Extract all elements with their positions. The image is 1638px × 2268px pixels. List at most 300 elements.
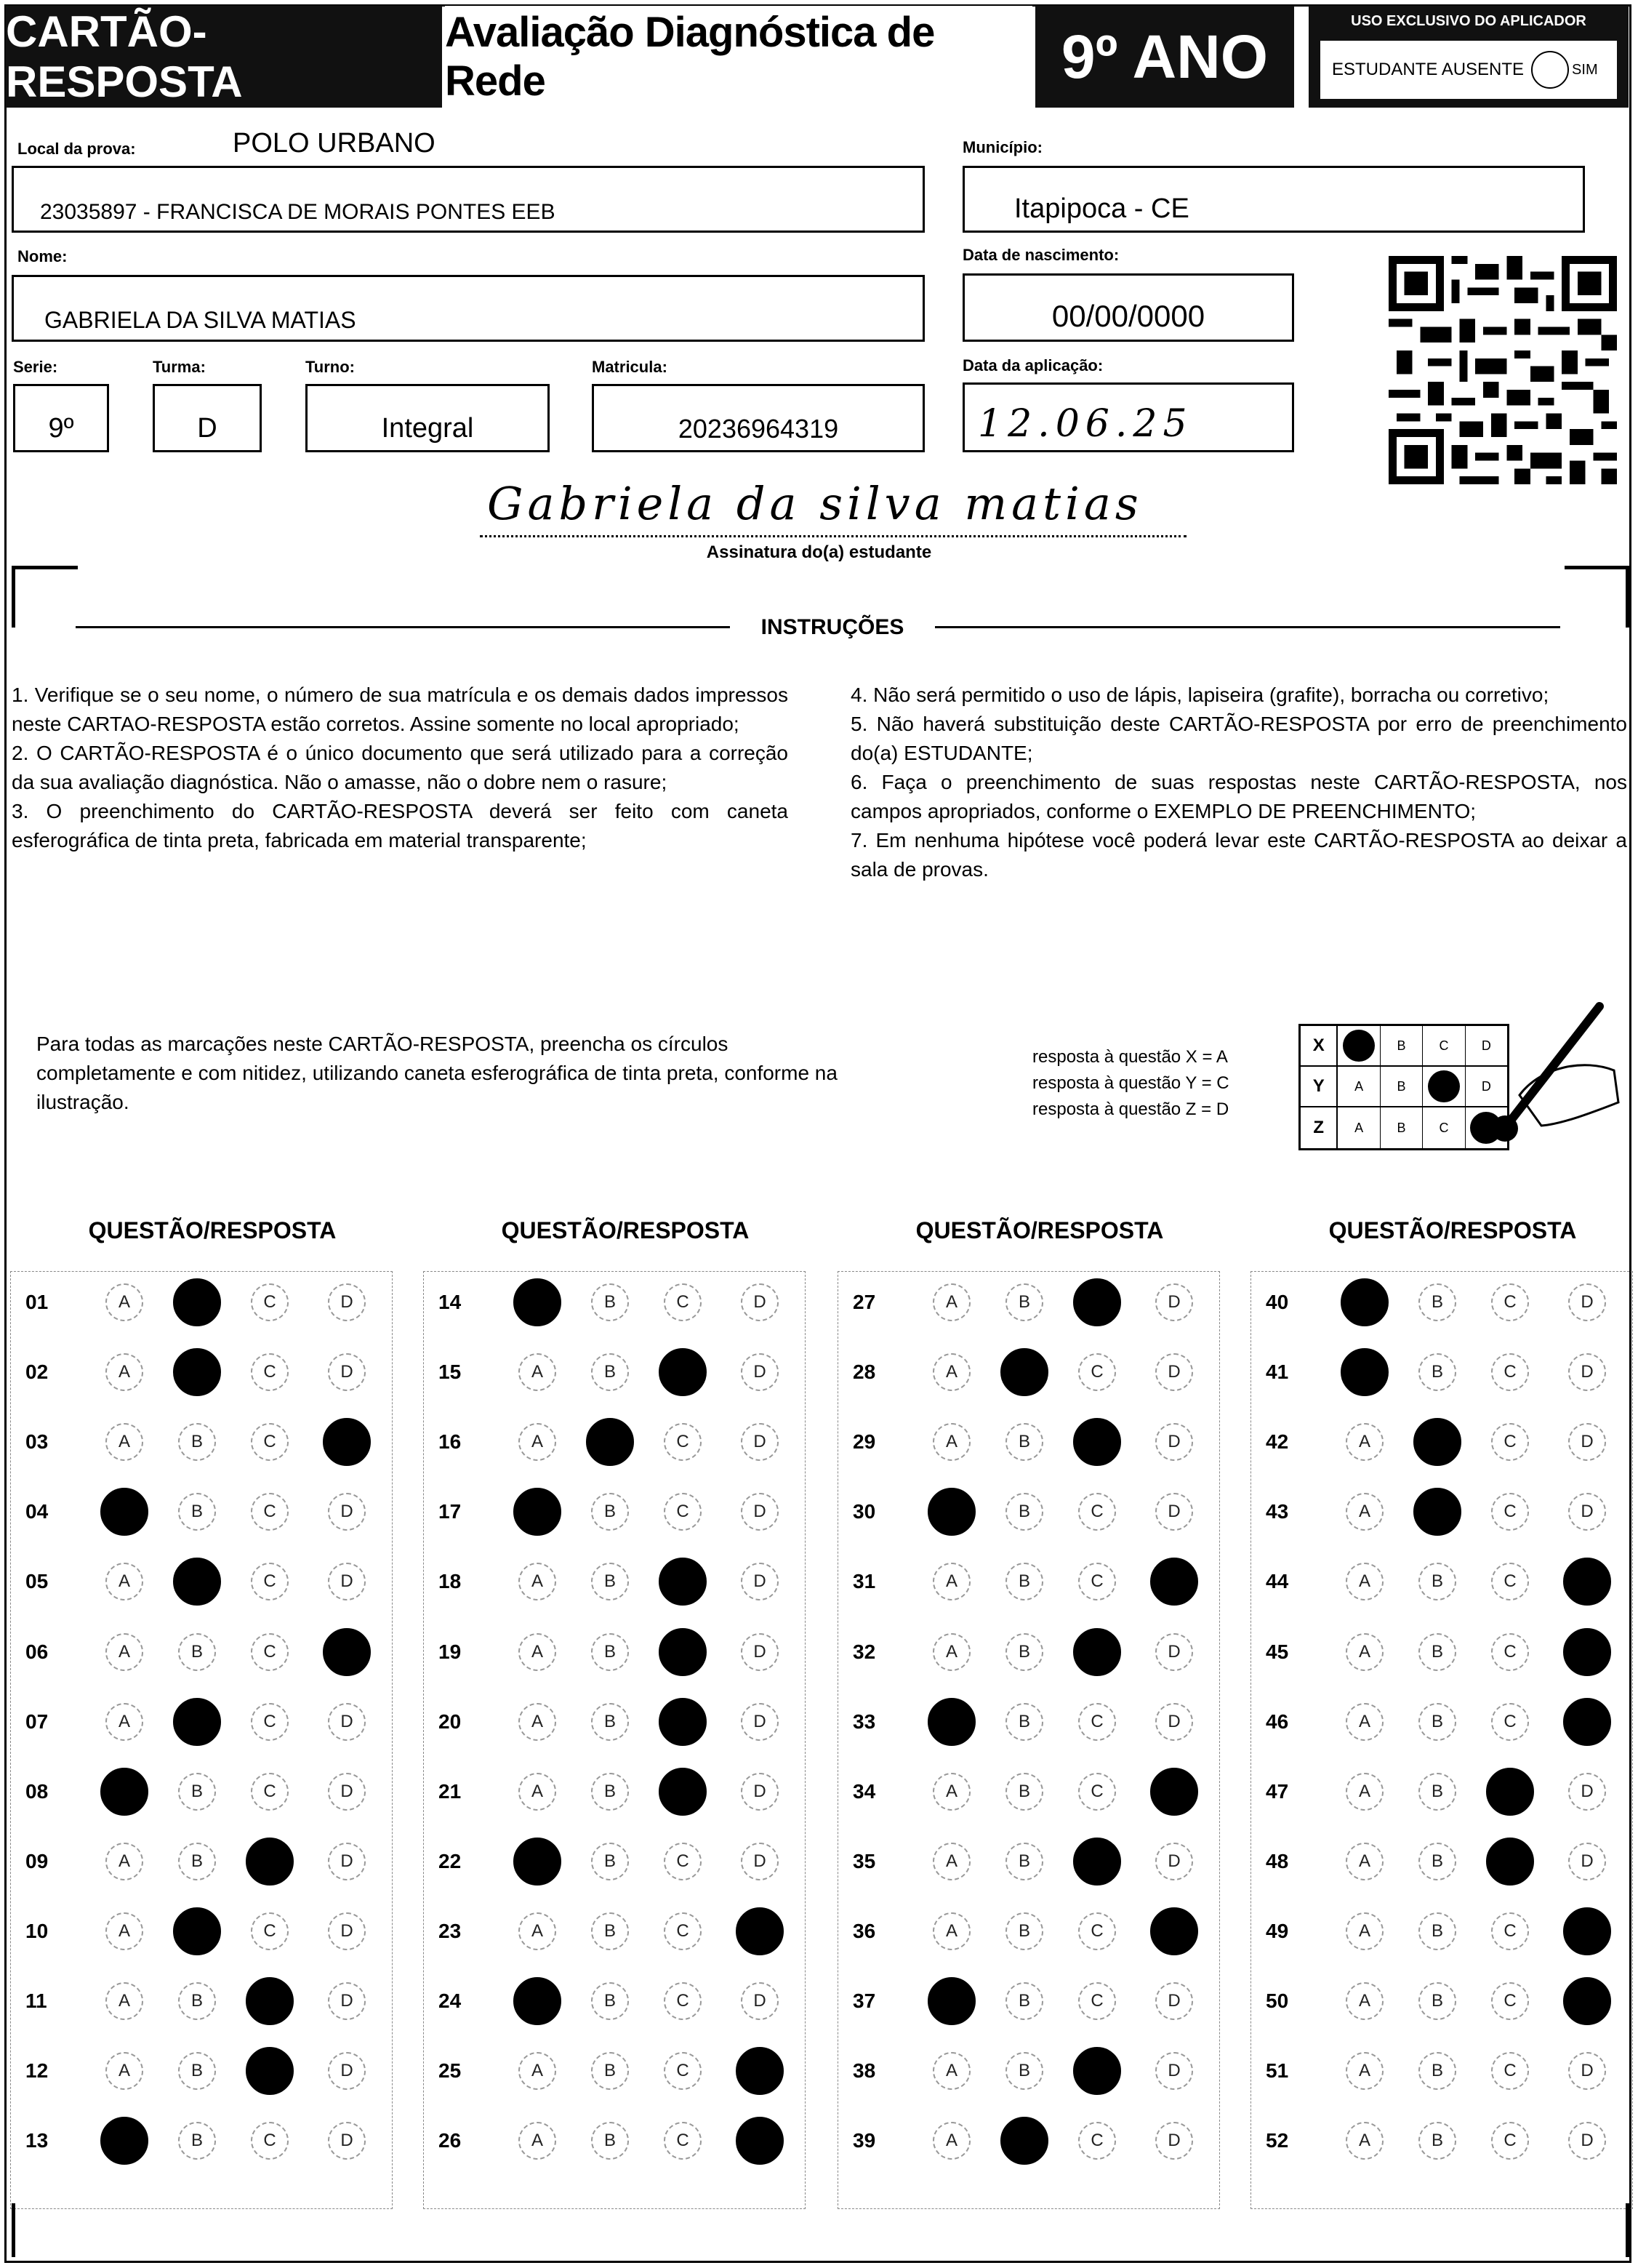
legend-y: resposta à questão Y = C xyxy=(1032,1073,1229,1093)
answer-bubble-a[interactable]: A xyxy=(518,1563,556,1600)
answer-bubble-d[interactable] xyxy=(736,2047,784,2095)
answer-bubble-a[interactable]: A xyxy=(518,2122,556,2160)
question-number: 46 xyxy=(1266,1710,1289,1733)
answer-bubble-a[interactable]: A xyxy=(933,1843,971,1880)
answer-bubble-d[interactable] xyxy=(1563,1698,1611,1746)
answer-bubble-a[interactable]: A xyxy=(1346,1843,1384,1880)
answer-bubble-a[interactable]: A xyxy=(518,1773,556,1811)
question-number: 50 xyxy=(1266,1989,1289,2012)
answer-bubble-b[interactable]: B xyxy=(1005,1843,1043,1880)
answer-bubble-a[interactable] xyxy=(513,1488,561,1536)
question-row xyxy=(424,1630,805,1674)
answer-bubble-b[interactable]: B xyxy=(1418,2122,1456,2160)
answer-bubble-b[interactable]: B xyxy=(1418,1843,1456,1880)
answer-bubble-d[interactable]: D xyxy=(1568,2052,1606,2090)
answer-bubble-d[interactable] xyxy=(323,1628,371,1676)
answer-bubble-a[interactable]: A xyxy=(1346,1773,1384,1811)
answer-bubble-d[interactable]: D xyxy=(741,1563,779,1600)
answer-bubble-d[interactable]: D xyxy=(1568,1843,1606,1880)
answer-bubble-a[interactable]: A xyxy=(105,1563,143,1600)
legend-z: resposta à questão Z = D xyxy=(1032,1099,1229,1119)
answer-bubble-d[interactable]: D xyxy=(741,1843,779,1880)
question-number: 27 xyxy=(853,1291,876,1313)
question-number: 26 xyxy=(438,2129,462,2152)
question-number: 20 xyxy=(438,1710,462,1733)
answer-bubble-a[interactable]: A xyxy=(1346,1423,1384,1461)
answer-bubble-b[interactable] xyxy=(1000,2117,1048,2165)
answer-bubble-c[interactable]: C xyxy=(1078,1703,1116,1741)
answer-bubble-c[interactable] xyxy=(659,1628,707,1676)
answer-bubble-b[interactable]: B xyxy=(591,1982,629,2020)
question-row xyxy=(1251,1910,1632,1953)
corner-bottom-right xyxy=(1565,2203,1629,2257)
answer-bubble-d[interactable]: D xyxy=(1155,1283,1193,1321)
example-option-letter: B xyxy=(1397,1078,1406,1094)
answer-bubble-a[interactable]: A xyxy=(1346,1912,1384,1950)
question-number: 52 xyxy=(1266,2129,1289,2152)
answers-column-title: QUESTÃO/RESPOSTA xyxy=(1328,1217,1577,1243)
answer-bubble-c[interactable] xyxy=(1073,1838,1121,1886)
example-cell xyxy=(1423,1067,1465,1106)
answer-bubble-d[interactable]: D xyxy=(741,1493,779,1531)
answer-bubble-b[interactable] xyxy=(586,1418,634,1466)
answer-bubble-a[interactable] xyxy=(100,1488,148,1536)
answer-bubble-b[interactable] xyxy=(1000,1348,1048,1396)
answer-bubble-c[interactable]: C xyxy=(1078,2122,1116,2160)
answer-bubble-b[interactable] xyxy=(173,1907,221,1955)
question-row xyxy=(1251,1979,1632,2023)
answer-bubble-c[interactable] xyxy=(659,1558,707,1606)
answer-bubble-b[interactable]: B xyxy=(1005,1773,1043,1811)
absent-label: ESTUDANTE AUSENTE xyxy=(1332,60,1525,79)
answer-bubble-d[interactable]: D xyxy=(741,1703,779,1741)
question-row xyxy=(1251,1770,1632,1814)
answer-bubble-d[interactable]: D xyxy=(1155,1633,1193,1671)
answer-bubble-d[interactable] xyxy=(1150,1768,1198,1816)
question-number: 10 xyxy=(25,1919,49,1942)
answer-bubble-d[interactable]: D xyxy=(1568,2122,1606,2160)
answer-bubble-a[interactable]: A xyxy=(1346,1563,1384,1600)
answer-bubble-c[interactable]: C xyxy=(664,1423,702,1461)
answer-bubble-b[interactable]: B xyxy=(1005,1493,1043,1531)
question-number: 37 xyxy=(853,1989,876,2012)
instructions-rule-right xyxy=(935,626,1560,628)
answer-bubble-c[interactable]: C xyxy=(251,1563,289,1600)
qr-code xyxy=(1389,256,1617,484)
question-number: 38 xyxy=(853,2059,876,2083)
answer-bubble-c[interactable] xyxy=(1073,1628,1121,1676)
answers-column xyxy=(10,1271,393,2209)
answer-bubble-b[interactable] xyxy=(173,1278,221,1326)
answer-bubble-a[interactable]: A xyxy=(105,1912,143,1950)
answer-bubble-c[interactable] xyxy=(246,1838,294,1886)
answer-bubble-a[interactable]: A xyxy=(1346,1703,1384,1741)
answer-bubble-d[interactable]: D xyxy=(1568,1423,1606,1461)
answer-bubble-d[interactable]: D xyxy=(1155,1982,1193,2020)
answer-bubble-c[interactable] xyxy=(1073,2047,1121,2095)
example-option-letter: D xyxy=(1481,1078,1491,1094)
answer-bubble-c[interactable]: C xyxy=(1491,1353,1529,1391)
answer-bubble-b[interactable]: B xyxy=(1418,2052,1456,2090)
answer-bubble-d[interactable]: D xyxy=(328,1563,366,1600)
answer-bubble-b[interactable]: B xyxy=(1418,1283,1456,1321)
answer-bubble-d[interactable]: D xyxy=(741,1633,779,1671)
answer-bubble-c[interactable]: C xyxy=(1491,2052,1529,2090)
answer-bubble-a[interactable]: A xyxy=(933,2122,971,2160)
answer-bubble-c[interactable]: C xyxy=(251,1283,289,1321)
question-row xyxy=(838,1490,1219,1534)
answer-bubble-b[interactable]: B xyxy=(1005,1423,1043,1461)
instruction-2: 2. O CARTÃO-RESPOSTA é o único documento que será utilizado para a correção da sua avaliação diagnóstica. Não o amasse, não o dobre nem o rasure; xyxy=(12,742,788,793)
answer-bubble-d[interactable] xyxy=(1563,1628,1611,1676)
answer-bubble-b[interactable]: B xyxy=(1418,1633,1456,1671)
answer-bubble-b[interactable]: B xyxy=(1005,1982,1043,2020)
answer-bubble-d[interactable] xyxy=(323,1418,371,1466)
answer-bubble-a[interactable]: A xyxy=(518,1703,556,1741)
answer-bubble-a[interactable]: A xyxy=(518,1633,556,1671)
answer-bubble-c[interactable]: C xyxy=(251,1773,289,1811)
question-row xyxy=(1251,1630,1632,1674)
answer-bubble-d[interactable]: D xyxy=(1155,1843,1193,1880)
question-row xyxy=(838,1560,1219,1603)
answer-bubble-c[interactable]: C xyxy=(1491,1982,1529,2020)
answer-bubble-c[interactable]: C xyxy=(664,1982,702,2020)
answer-bubble-d[interactable]: D xyxy=(741,1982,779,2020)
answer-bubble-b[interactable]: B xyxy=(1005,1633,1043,1671)
answer-bubble-b[interactable]: B xyxy=(591,1843,629,1880)
answer-bubble-b[interactable]: B xyxy=(178,2052,216,2090)
answer-bubble-b[interactable] xyxy=(1413,1488,1461,1536)
answer-bubble-b[interactable]: B xyxy=(1418,1563,1456,1600)
answer-bubble-a[interactable]: A xyxy=(518,1912,556,1950)
answer-bubble-a[interactable] xyxy=(100,2117,148,2165)
answer-bubble-d[interactable]: D xyxy=(1155,1353,1193,1391)
answer-bubble-b[interactable]: B xyxy=(178,1423,216,1461)
answer-bubble-d[interactable]: D xyxy=(1568,1353,1606,1391)
answer-bubble-c[interactable] xyxy=(246,2047,294,2095)
answer-bubble-b[interactable]: B xyxy=(178,1633,216,1671)
answer-bubble-a[interactable]: A xyxy=(933,1283,971,1321)
question-row xyxy=(838,1840,1219,1883)
question-row xyxy=(424,1910,805,1953)
answer-bubble-d[interactable]: D xyxy=(1568,1773,1606,1811)
example-cell xyxy=(1381,1107,1423,1148)
answer-bubble-b[interactable]: B xyxy=(178,1493,216,1531)
answer-bubble-c[interactable]: C xyxy=(1491,2122,1529,2160)
answer-bubble-d[interactable]: D xyxy=(741,1353,779,1391)
question-number: 29 xyxy=(853,1430,876,1454)
answer-bubble-a[interactable] xyxy=(513,1977,561,2025)
answer-bubble-c[interactable]: C xyxy=(1078,1982,1116,2020)
example-legend xyxy=(1032,1044,1229,1123)
question-row xyxy=(838,1420,1219,1464)
answer-bubble-c[interactable]: C xyxy=(251,1353,289,1391)
school-value: 23035897 - FRANCISCA DE MORAIS PONTES EEB xyxy=(40,200,555,224)
local-label: Local da prova: xyxy=(17,140,136,158)
question-row xyxy=(424,1281,805,1324)
answer-bubble-b[interactable]: B xyxy=(591,2122,629,2160)
answer-bubble-b[interactable]: B xyxy=(1418,1773,1456,1811)
answer-bubble-d[interactable]: D xyxy=(1568,1283,1606,1321)
question-row xyxy=(838,1910,1219,1953)
answer-bubble-a[interactable]: A xyxy=(1346,1493,1384,1531)
answer-bubble-c[interactable]: C xyxy=(1491,1283,1529,1321)
instruction-3: 3. O preenchimento do CARTÃO-RESPOSTA deverá ser feito com caneta esferográfica de tinta preta, fabricada em material transparente; xyxy=(12,800,788,851)
question-row xyxy=(11,1840,392,1883)
absent-area xyxy=(1320,41,1617,99)
answer-bubble-d[interactable]: D xyxy=(1155,1703,1193,1741)
answer-bubble-b[interactable] xyxy=(173,1348,221,1396)
answer-bubble-b[interactable] xyxy=(173,1698,221,1746)
answer-bubble-a[interactable] xyxy=(928,1698,976,1746)
answer-bubble-d[interactable]: D xyxy=(1155,2052,1193,2090)
answer-bubble-b[interactable]: B xyxy=(1005,1703,1043,1741)
answer-bubble-d[interactable]: D xyxy=(328,1773,366,1811)
answer-bubble-b[interactable]: B xyxy=(178,1773,216,1811)
answer-bubble-c[interactable]: C xyxy=(664,2122,702,2160)
answer-bubble-a[interactable]: A xyxy=(933,1423,971,1461)
answer-bubble-b[interactable]: B xyxy=(1005,2052,1043,2090)
answer-bubble-b[interactable]: B xyxy=(1005,1912,1043,1950)
answer-bubble-d[interactable]: D xyxy=(328,1353,366,1391)
question-row xyxy=(838,1700,1219,1744)
answer-bubble-a[interactable]: A xyxy=(105,1982,143,2020)
question-number: 18 xyxy=(438,1570,462,1593)
answer-bubble-a[interactable] xyxy=(1341,1278,1389,1326)
answer-bubble-d[interactable]: D xyxy=(1155,2122,1193,2160)
answer-bubble-a[interactable]: A xyxy=(933,1773,971,1811)
question-number: 32 xyxy=(853,1640,876,1663)
grade-label: 9º ANO xyxy=(1035,6,1294,108)
question-row xyxy=(838,1770,1219,1814)
answer-bubble-b[interactable]: B xyxy=(591,1773,629,1811)
matricula-label: Matricula: xyxy=(592,358,667,376)
answer-bubble-a[interactable]: A xyxy=(933,1563,971,1600)
answer-bubble-d[interactable] xyxy=(1150,1558,1198,1606)
question-number: 41 xyxy=(1266,1361,1289,1384)
answer-bubble-c[interactable]: C xyxy=(251,1633,289,1671)
card-title: CARTÃO-RESPOSTA xyxy=(6,6,442,108)
question-row xyxy=(11,1420,392,1464)
question-row xyxy=(424,2049,805,2093)
answer-bubble-d[interactable]: D xyxy=(1155,1493,1193,1531)
answers-column xyxy=(1250,1271,1633,2209)
question-number: 14 xyxy=(438,1291,462,1313)
answer-bubble-a[interactable] xyxy=(928,1977,976,2025)
answer-bubble-c[interactable] xyxy=(1073,1278,1121,1326)
answer-bubble-c[interactable]: C xyxy=(1078,1353,1116,1391)
answer-bubble-b[interactable]: B xyxy=(591,1912,629,1950)
signature: Gabriela da silva matias xyxy=(487,477,1143,530)
example-option-letter: B xyxy=(1397,1120,1406,1135)
answer-bubble-b[interactable]: B xyxy=(1418,1912,1456,1950)
answer-bubble-c[interactable]: C xyxy=(1491,1633,1529,1671)
answer-bubble-d[interactable]: D xyxy=(328,1703,366,1741)
question-row xyxy=(424,1979,805,2023)
answer-bubble-d[interactable]: D xyxy=(1568,1493,1606,1531)
answer-bubble-a[interactable]: A xyxy=(933,1633,971,1671)
answer-bubble-c[interactable]: C xyxy=(1491,1493,1529,1531)
answer-bubble-c[interactable]: C xyxy=(1491,1703,1529,1741)
aplicacao-field xyxy=(963,382,1294,452)
answer-bubble-c[interactable]: C xyxy=(1491,1912,1529,1950)
answer-bubble-d[interactable]: D xyxy=(1155,1423,1193,1461)
answer-bubble-c[interactable]: C xyxy=(1078,1912,1116,1950)
answer-bubble-a[interactable] xyxy=(928,1488,976,1536)
answer-bubble-c[interactable]: C xyxy=(664,1493,702,1531)
answer-bubble-d[interactable]: D xyxy=(328,1982,366,2020)
legend-x: resposta à questão X = A xyxy=(1032,1047,1228,1067)
municipio-label: Município: xyxy=(963,138,1043,156)
answer-bubble-c[interactable] xyxy=(246,1977,294,2025)
question-row xyxy=(11,2119,392,2163)
example-cell xyxy=(1423,1107,1465,1148)
answer-bubble-b[interactable]: B xyxy=(178,1843,216,1880)
answer-bubble-b[interactable]: B xyxy=(1418,1982,1456,2020)
answer-bubble-a[interactable]: A xyxy=(105,1703,143,1741)
question-number: 01 xyxy=(25,1291,49,1313)
answer-bubble-b[interactable]: B xyxy=(591,2052,629,2090)
question-number: 22 xyxy=(438,1849,462,1872)
answer-bubble-b[interactable]: B xyxy=(591,1633,629,1671)
answer-bubble-c[interactable]: C xyxy=(1491,1423,1529,1461)
answer-bubble-b[interactable]: B xyxy=(591,1563,629,1600)
question-number: 16 xyxy=(438,1430,462,1454)
answer-bubble-a[interactable]: A xyxy=(518,1353,556,1391)
question-number: 12 xyxy=(25,2059,49,2083)
answer-bubble-c[interactable]: C xyxy=(251,2122,289,2160)
answer-bubble-b[interactable]: B xyxy=(1418,1703,1456,1741)
answer-bubble-a[interactable]: A xyxy=(933,2052,971,2090)
answer-bubble-b[interactable]: B xyxy=(591,1283,629,1321)
question-number: 21 xyxy=(438,1779,462,1803)
answer-bubble-d[interactable] xyxy=(1563,1907,1611,1955)
answer-bubble-b[interactable]: B xyxy=(178,1982,216,2020)
question-row xyxy=(11,1630,392,1674)
answer-bubble-c[interactable] xyxy=(1486,1768,1534,1816)
answer-bubble-a[interactable]: A xyxy=(105,1353,143,1391)
example-cell xyxy=(1381,1067,1423,1106)
answer-bubble-b[interactable] xyxy=(1413,1418,1461,1466)
answer-bubble-a[interactable] xyxy=(513,1838,561,1886)
answer-bubble-d[interactable] xyxy=(736,1907,784,1955)
answer-bubble-a[interactable] xyxy=(1341,1348,1389,1396)
answer-bubble-a[interactable] xyxy=(100,1768,148,1816)
answer-bubble-b[interactable] xyxy=(173,1558,221,1606)
answers-column-title: QUESTÃO/RESPOSTA xyxy=(915,1217,1164,1243)
question-number: 04 xyxy=(25,1500,49,1523)
question-row xyxy=(1251,1420,1632,1464)
answer-bubble-a[interactable]: A xyxy=(105,2052,143,2090)
answer-bubble-b[interactable]: B xyxy=(591,1493,629,1531)
turma-value: D xyxy=(197,413,217,444)
answer-bubble-a[interactable]: A xyxy=(1346,2052,1384,2090)
answer-bubble-a[interactable]: A xyxy=(933,1353,971,1391)
answer-bubble-b[interactable]: B xyxy=(1005,1283,1043,1321)
question-number: 28 xyxy=(853,1361,876,1384)
question-number: 48 xyxy=(1266,1849,1289,1872)
instructions-title: INSTRUÇÕES xyxy=(760,615,904,639)
question-row xyxy=(424,1490,805,1534)
answer-bubble-d[interactable]: D xyxy=(741,1423,779,1461)
answer-bubble-a[interactable]: A xyxy=(105,1423,143,1461)
answer-bubble-c[interactable]: C xyxy=(664,1912,702,1950)
answer-bubble-d[interactable] xyxy=(736,2117,784,2165)
example-option-letter: D xyxy=(1481,1038,1491,1053)
answer-bubble-c[interactable] xyxy=(659,1768,707,1816)
turno-field xyxy=(305,384,550,452)
answer-bubble-a[interactable]: A xyxy=(105,1843,143,1880)
answer-bubble-c[interactable] xyxy=(659,1698,707,1746)
example-option-letter: A xyxy=(1354,1120,1364,1135)
answer-bubble-a[interactable]: A xyxy=(1346,1633,1384,1671)
answer-bubble-c[interactable]: C xyxy=(1078,1773,1116,1811)
answer-bubble-b[interactable]: B xyxy=(591,1353,629,1391)
answer-bubble-c[interactable]: C xyxy=(664,1283,702,1321)
answer-bubble-c[interactable]: C xyxy=(1078,1493,1116,1531)
answer-bubble-d[interactable]: D xyxy=(328,1912,366,1950)
answer-bubble-a[interactable]: A xyxy=(105,1283,143,1321)
question-row xyxy=(424,1420,805,1464)
answer-bubble-b[interactable]: B xyxy=(178,2122,216,2160)
answer-bubble-c[interactable] xyxy=(1073,1418,1121,1466)
answer-bubble-d[interactable]: D xyxy=(328,1493,366,1531)
answer-bubble-a[interactable]: A xyxy=(1346,1982,1384,2020)
answer-bubble-c[interactable] xyxy=(659,1348,707,1396)
question-number: 24 xyxy=(438,1989,462,2012)
matricula-field xyxy=(592,384,925,452)
nome-label: Nome: xyxy=(17,247,68,265)
answer-bubble-c[interactable]: C xyxy=(251,1423,289,1461)
answer-bubble-b[interactable]: B xyxy=(1005,1563,1043,1600)
answer-bubble-c[interactable]: C xyxy=(1491,1563,1529,1600)
answer-bubble-a[interactable]: A xyxy=(105,1633,143,1671)
answer-bubble-d[interactable]: D xyxy=(328,2122,366,2160)
example-row-label: X xyxy=(1301,1026,1338,1065)
example-cell xyxy=(1338,1026,1380,1065)
answer-bubble-a[interactable]: A xyxy=(518,2052,556,2090)
answer-bubble-d[interactable]: D xyxy=(741,1773,779,1811)
answer-bubble-d[interactable]: D xyxy=(328,1283,366,1321)
question-row xyxy=(424,1350,805,1394)
answer-bubble-d[interactable] xyxy=(1563,1977,1611,2025)
answer-bubble-d[interactable]: D xyxy=(741,1283,779,1321)
answer-bubble-c[interactable]: C xyxy=(251,1912,289,1950)
absent-bubble[interactable] xyxy=(1531,51,1569,89)
question-row xyxy=(11,1350,392,1394)
answer-bubble-d[interactable] xyxy=(1563,1558,1611,1606)
aplicacao-label: Data da aplicação: xyxy=(963,356,1104,374)
answer-bubble-a[interactable] xyxy=(513,1278,561,1326)
corner-top-right xyxy=(1565,566,1629,628)
answer-bubble-c[interactable]: C xyxy=(664,2052,702,2090)
example-row-label: Z xyxy=(1301,1107,1338,1148)
answer-bubble-d[interactable]: D xyxy=(328,2052,366,2090)
answer-bubble-c[interactable]: C xyxy=(251,1703,289,1741)
answer-bubble-c[interactable] xyxy=(1486,1838,1534,1886)
answer-bubble-a[interactable]: A xyxy=(933,1912,971,1950)
answer-bubble-b[interactable]: B xyxy=(1418,1353,1456,1391)
answer-bubble-c[interactable]: C xyxy=(251,1493,289,1531)
answer-bubble-a[interactable]: A xyxy=(1346,2122,1384,2160)
answer-bubble-d[interactable] xyxy=(1150,1907,1198,1955)
answer-bubble-d[interactable]: D xyxy=(328,1843,366,1880)
answer-bubble-c[interactable]: C xyxy=(664,1843,702,1880)
signature-label: Assinatura do(a) estudante xyxy=(706,542,932,562)
answer-bubble-c[interactable]: C xyxy=(1078,1563,1116,1600)
answer-bubble-a[interactable]: A xyxy=(518,1423,556,1461)
answer-bubble-b[interactable]: B xyxy=(591,1703,629,1741)
